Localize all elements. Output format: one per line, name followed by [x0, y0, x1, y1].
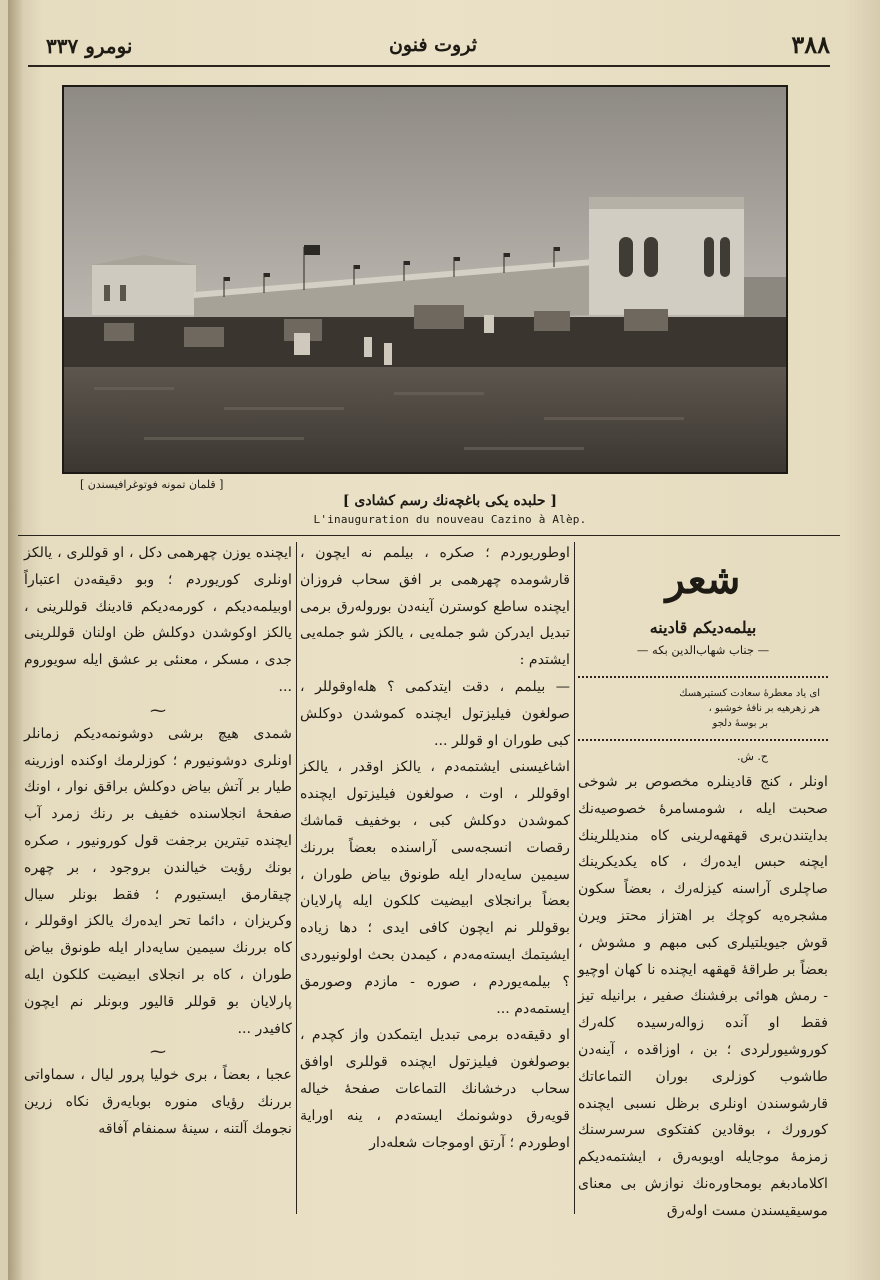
epigraph-initials: ح. ش.	[736, 750, 768, 763]
column-divider-left	[296, 542, 297, 1214]
left-paragraph-3: عجبا ، بعضاً ، برى خوليا پرور ليال ، سماواتى بررنك رؤياى منوره بوبايه‌رق نكاه زرين نجومك آلتنه ، سينهٔ سمنفام آفاقه	[24, 1067, 292, 1137]
poem-heading: شعر	[665, 556, 741, 603]
dotted-rule-bottom	[578, 739, 828, 741]
poem-dedication: — جناب شهاب‌الدين بكه —	[636, 643, 770, 657]
journal-title: ثروت فنون	[388, 34, 478, 56]
poem-paragraph: اونلر ، كنج قادينلره مخصوص بر شوخى صحبت ايله ، شومسامرهٔ خصوصيه‌نك بدايتندن‌برى قهقهه‌لرينى كاه منديللرينك ايچنه حبس ايده‌رك ، كاه يكديكرينك صاچلرى آراسنه كيزله‌رك ، بعضاً سكون مشجره‌يه كوچك بر اهتزاز محتز ويرن قوش جيويلتيلرى كبى مبهم و مشوش ، بعضاً بر طراقهٔ قهقهه ايچنده نا كهان اوچيو - رمش هوائى برفشنك صفير ، برانيله تيز فقط او آنده زواله‌رسيده كله‌رك كوروشيورلردى ؛ بن ، اوزاقده ، آينه‌دن طاشوب كوزلرى بوران التماعاتك قارشوسندن اونلرى برظل نسبى ايچنده كورورك ، بوقادين كفتكوى سرسرسنك زمزمهٔ موجايله اويوبه‌رق ، ايشتمه‌ديكم اكلامادبغم بومحاوره‌نك نوازش بى معناى موسيقيسندن مست اوله‌رق	[578, 774, 828, 1219]
middle-paragraph-4: او دقيقه‌ده برمى تبديل ايتمكدن واز كچدم ، بوصولغون فيليزتول ايچنده قوللرى اوافق سحاب درخشانك التماعات صفحهٔ خياله قويه‌رق دوشونمك ايسته‌دم ، ينه اوراية اوطوردم ؛ آرتق اوموجات شعله‌دار	[300, 1027, 570, 1151]
middle-paragraph-3: اشاغيسنى ايشتمه‌دم ، يالكز اوقدر ، يالكز اوقوللر ، اوت ، صولغون فيليزتول ايچنده كموشدن دوكلش كبى ، بوخفيف قماشك رقصات انسجه‌سى آراسنده بعضاً بررنك سيمين سايه‌دار ايله طونوق بياض طوران ، بعضاً برانجلاى ابيضيت كلكون ايله پارلايان بوقوللر نم ايچون كافى ايدى ؛ دها زياده ايشيتمك ايسته‌مه‌دم ، كيمدن بحث اولونيوردى ؟ بيلمه‌يوردم ، صوره - مازدم وصورمق ايستمه‌دم ...	[300, 759, 570, 1017]
header-rule	[28, 65, 830, 67]
photograph-casino-aleppo	[62, 85, 788, 474]
epigraph-line-2: هر زهرهيه بر نافهٔ خوشبو ،	[708, 703, 820, 714]
left-paragraph-1: ايچنده يوزن چهرهمى دكل ، او قوللرى ، يالكز اونلرى كوريوردم ؛ وبو دقيقه‌دن اعتباراً اوبيلمه‌ديكم ، كورمه‌ديكم قادينك قوللرينى ، يالكز اوكوشدن دوكلش ظن اولنان قوللرينى جدى ، مسكر ، معنئى بر عشق ايله سويوروم ...	[24, 545, 292, 695]
column-divider-right	[574, 542, 575, 1214]
section-flourish-1: ⁓	[150, 700, 166, 720]
middle-paragraph-1: اوطوريوردم ؛ صكره ، بيلمم نه ايچون ، قارشومده چهرهمى بر افق سحاب فروزان ايچنده ساطع كوسترن آينه‌دن بوروله‌رق برمى تبديل ايدركن شو جمله‌يى ، يالكز شو جمله‌يى ايشتدم :	[300, 545, 570, 669]
page-spine	[8, 0, 22, 1280]
caption-ottoman: [ حلبده يكى باغچه‌نك رسم كشادى ]	[342, 493, 558, 509]
dotted-rule-top	[578, 676, 828, 678]
page-number: ٣٨٨	[791, 30, 830, 59]
issue-number: نومرو ٣٣٧	[46, 34, 133, 58]
epigraph-line-3: بر بوسهٔ دلجو	[712, 718, 768, 729]
caption-french: L'inauguration du nouveau Cazino à Alèp.	[313, 513, 587, 526]
caption-rule	[18, 535, 840, 536]
poem-title: بيلمه‌ديكم قادينه	[649, 618, 757, 637]
column-left	[24, 540, 292, 1143]
section-flourish-2: ⁓	[150, 1042, 166, 1062]
epigraph-line-1: اى ياد معطرهٔ سعادت كستيرهسك	[679, 688, 820, 699]
photo-credit: [ قلمان تمونه فوتوغرافيسندن ]	[80, 478, 224, 491]
photograph-image	[64, 87, 786, 472]
page-header	[36, 28, 830, 64]
left-paragraph-2: شمدى هيچ برشى دوشونمه‌ديكم زمانلر اونلرى دوشونيورم ؛ كوزلرمك اوكنده اوزرينه طيار بر آتش بياض دوكلش براقق نوار ، اونك صفحهٔ انجلاسنده خفيف بر رنك زمرد آب ايچنده تيترين برجفت قول كورونيور ، صكره بونك رؤيت خيالندن بروجود ، بر چهره چيقارمق ايستيورم ؛ فقط بونلر سيال وكريزان ، دائما تحر ايده‌رك يالكز اوقوللر ، كاه بررنك سيمين سايه‌دار ايله طونوق بياض طوران ، كاه بر انجلاى ابيضيت كلكون ايله پارلايان بو قوللر قاليور وبونلر نم ايچون كافيدر ...	[24, 725, 292, 1037]
column-poem	[578, 540, 828, 1225]
column-middle	[300, 540, 570, 1156]
middle-paragraph-2: — بيلمم ، دقت ايتدكمى ؟ هله‌اوقوللر ، صولغون فيليزتول ايچنده كموشدن دوكلش كبى طوران او قوللر ...	[300, 678, 570, 749]
